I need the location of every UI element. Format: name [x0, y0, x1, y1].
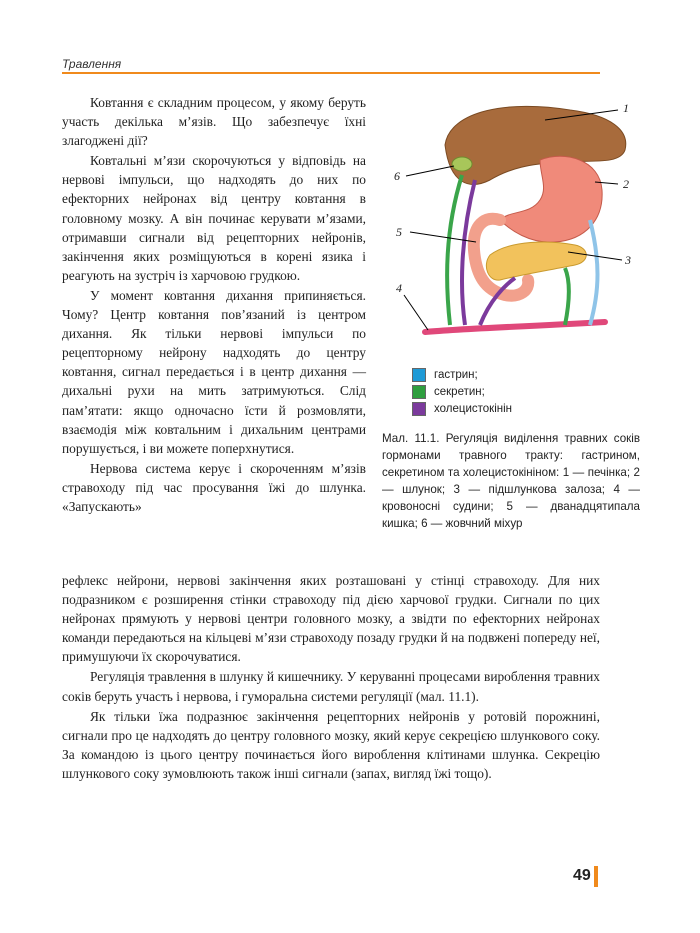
- page-number-bar: [594, 866, 598, 887]
- pancreas-shape: [486, 242, 586, 280]
- paragraph: Ковтальні м’язи скорочуються у відповідь на нервові імпульси, що надходять до них по ефекторних нейронах від центру ковтання в головному мозку. А він починає керувати м’язами, отримавши сигнали від рецепторних нейронів, закінчення яких розміщуються в корені язика і реагують на зустріч із харчовою грудкою.: [62, 153, 366, 283]
- figure-label: 2: [623, 177, 629, 191]
- figure-caption: Мал. 11.1. Регуляція виділення травних соків гормонами травного тракту: гастрином, секретином та холецистокініном: 1 — печінка; 2 — шлунок; 3 — підшлункова залоза; 4 — кровоносні судини; 5 — дванадцятипала кишка; 6 — жовчний міхур: [382, 432, 640, 530]
- secretin-arrow: [565, 268, 569, 325]
- paragraph: Ковтання є складним процесом, у якому беруть участь декілька м’язів. Що забезпечує їхні злагоджені дії?: [62, 95, 366, 149]
- paragraph: Як тільки їжа подразнює закінчення рецепторних нейронів у ротовій порожнині, сигнали про це надходять до центру головного мозку, який керує секрецією шлункового соку. За командою із цього центру починається його вироблення клітинами шлунка. Секрецію шлункового соку зумовлюють також інші сигнали (запах, вигляд їжі тощо).: [62, 708, 600, 781]
- gastrin-arrow: [590, 220, 598, 325]
- digestive-organs-figure: [390, 90, 640, 350]
- legend-swatch: [412, 368, 426, 382]
- secretin-arrow: [447, 175, 462, 325]
- figure-label: 5: [396, 225, 402, 239]
- paragraph: Нервова система керує і скороченням м’язів стравоходу під час просування їжі до шлунка. «Запускають»: [62, 460, 366, 514]
- full-width-text: [62, 571, 600, 783]
- figure-label: 1: [623, 101, 629, 115]
- legend-label: секретин;: [434, 385, 485, 398]
- paragraph: Регуляція травлення в шлунку й кишечнику. У керуванні процесами вироблення травних соків беруть участь і нервова, і гуморальна системи регуляції (мал. 11.1).: [62, 669, 600, 704]
- legend-item-cck: [412, 400, 512, 417]
- page-number: 49: [573, 867, 591, 884]
- legend-label: холецистокінін: [434, 402, 513, 415]
- paragraph: У момент ковтання дихання припиняється. Чому? Центр ковтання пов’язаний із центром дихання. Як тільки нервові імпульси по рецепторному нейрону надходять до центру ковтання, сигнал передається і в центр дихання — дихальні рухи на мить затримуються. Слід пам’ятати: якщо одночасно їсти й розмовляти, взаємодія між ковтальним і дихальним центрами порушується, і ви можете поперхнутися.: [62, 287, 366, 456]
- legend-swatch: [412, 402, 426, 416]
- header-rule: [62, 72, 600, 74]
- gallbladder-shape: [452, 157, 472, 171]
- left-column-text: [62, 93, 366, 516]
- paragraph: рефлекс нейрони, нервові закінчення яких розташовані у стінці стравоходу. Для них подразником є розширення стінки стравоходу під дією харчової грудки. Сигнали по цих нейронах прямують у нервові центри головного мозку, а звідти по ефекторних нейронах команди передаються на кільцеві м’язи стравоходу позаду грудки й на подвжені попереду неї, примушуючи їх скорочуватися.: [62, 573, 600, 665]
- legend-item-gastrin: [412, 366, 512, 383]
- figure-legend: [412, 366, 512, 417]
- figure-illustration: [390, 90, 640, 350]
- figure-label: 4: [396, 281, 402, 295]
- liver-shape: [445, 106, 626, 184]
- legend-item-secretin: [412, 383, 512, 400]
- figure-label: 6: [394, 169, 400, 183]
- legend-swatch: [412, 385, 426, 399]
- legend-label: гастрин;: [434, 368, 478, 381]
- blood-vessel-shape: [425, 322, 605, 332]
- running-header: Травлення: [62, 57, 122, 71]
- figure-label: 3: [625, 253, 631, 267]
